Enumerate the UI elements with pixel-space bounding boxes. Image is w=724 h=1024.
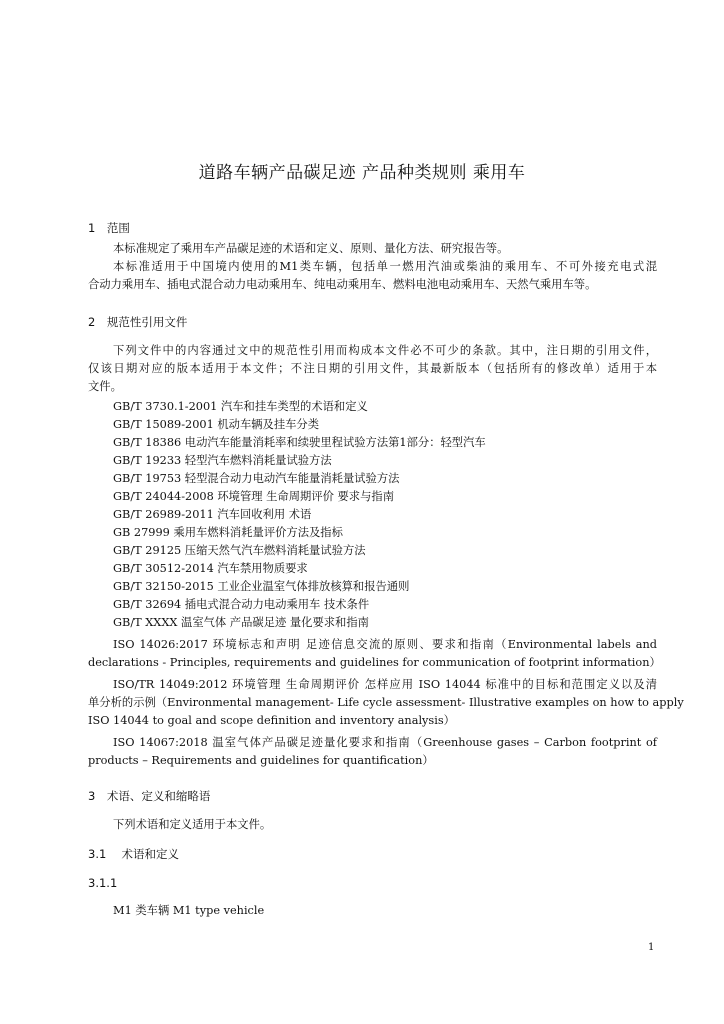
reference-item: GB/T 24044-2008 环境管理 生命周期评价 要求与指南 [113, 490, 394, 503]
reference-iso14067-line-1: ISO 14067:2018 温室气体产品碳足迹量化要求和指南（Greenhouse gases – Carbon footprint of [113, 736, 657, 749]
reference-item: GB/T 19753 轻型混合动力电动汽车能量消耗量试验方法 [113, 472, 400, 485]
reference-item: GB/T 32150-2015 工业企业温室气体排放核算和报告通则 [113, 580, 410, 593]
section-2-heading: 2 规范性引用文件 [88, 315, 188, 329]
subsection-3-1-1-number: 3.1.1 [88, 876, 118, 890]
term-m1-vehicle: M1 类车辆 M1 type vehicle [113, 904, 265, 917]
reference-item: GB/T 19233 轻型汽车燃料消耗量试验方法 [113, 454, 332, 467]
reference-item: GB/T XXXX 温室气体 产品碳足迹 量化要求和指南 [113, 616, 369, 629]
reference-item: GB/T 15089-2001 机动车辆及挂车分类 [113, 418, 320, 431]
references-intro-line-2: 仅该日期对应的版本适用于本文件；不注日期的引用文件，其最新版本（包括所有的修改单）适用于本 [88, 362, 657, 375]
reference-item: GB/T 3730.1-2001 汽车和挂车类型的术语和定义 [113, 400, 368, 413]
reference-iso14049-line-2: 单分析的示例（Environmental management- Life cycle assessment- Illustrative examples on how to apply [88, 696, 684, 709]
reference-item: GB/T 32694 插电式混合动力电动乘用车 技术条件 [113, 598, 370, 611]
terms-intro: 下列术语和定义适用于本文件。 [113, 818, 272, 831]
reference-iso14049-line-3: ISO 14044 to goal and scope definition and inventory analysis） [88, 714, 455, 727]
reference-iso14026-line-1: ISO 14026:2017 环境标志和声明 足迹信息交流的原则、要求和指南（Environmental labels and [113, 638, 657, 651]
reference-item: GB 27999 乘用车燃料消耗量评价方法及指标 [113, 526, 343, 539]
document-title: 道路车辆产品碳足迹 产品种类规则 乘用车 [198, 163, 526, 183]
reference-iso14026-line-2: declarations - Principles, requirements and guidelines for communication of footprint information） [88, 656, 661, 669]
section-3-heading: 3 术语、定义和缩略语 [88, 789, 211, 803]
page-number: 1 [648, 942, 655, 953]
section-1-heading: 1 范围 [88, 221, 130, 235]
reference-iso14067-line-2: products – Requirements and guidelines for quantification） [88, 754, 434, 767]
reference-item: GB/T 30512-2014 汽车禁用物质要求 [113, 562, 308, 575]
references-intro-line-1: 下列文件中的内容通过文中的规范性引用而构成本文件必不可少的条款。其中，注日期的引用文件， [113, 344, 657, 357]
reference-item: GB/T 29125 压缩天然气汽车燃料消耗量试验方法 [113, 544, 366, 557]
reference-item: GB/T 26989-2011 汽车回收利用 术语 [113, 508, 312, 521]
subsection-3-1-heading: 3.1 术语和定义 [88, 847, 179, 861]
scope-paragraph-2-line-1: 本标准适用于中国境内使用的M1类车辆，包括单一燃用汽油或柴油的乘用车、不可外接充电式混 [113, 260, 657, 273]
references-intro-line-3: 文件。 [88, 380, 122, 393]
scope-paragraph-2-line-2: 合动力乘用车、插电式混合动力电动乘用车、纯电动乘用车、燃料电池电动乘用车、天然气乘用车等。 [88, 278, 597, 291]
reference-item: GB/T 18386 电动汽车能量消耗率和续驶里程试验方法第1部分：轻型汽车 [113, 436, 486, 449]
scope-paragraph-1: 本标准规定了乘用车产品碳足迹的术语和定义、原则、量化方法、研究报告等。 [113, 242, 509, 255]
reference-iso14049-line-1: ISO/TR 14049:2012 环境管理 生命周期评价 怎样应用 ISO 14044 标准中的目标和范围定义以及清 [113, 678, 657, 691]
